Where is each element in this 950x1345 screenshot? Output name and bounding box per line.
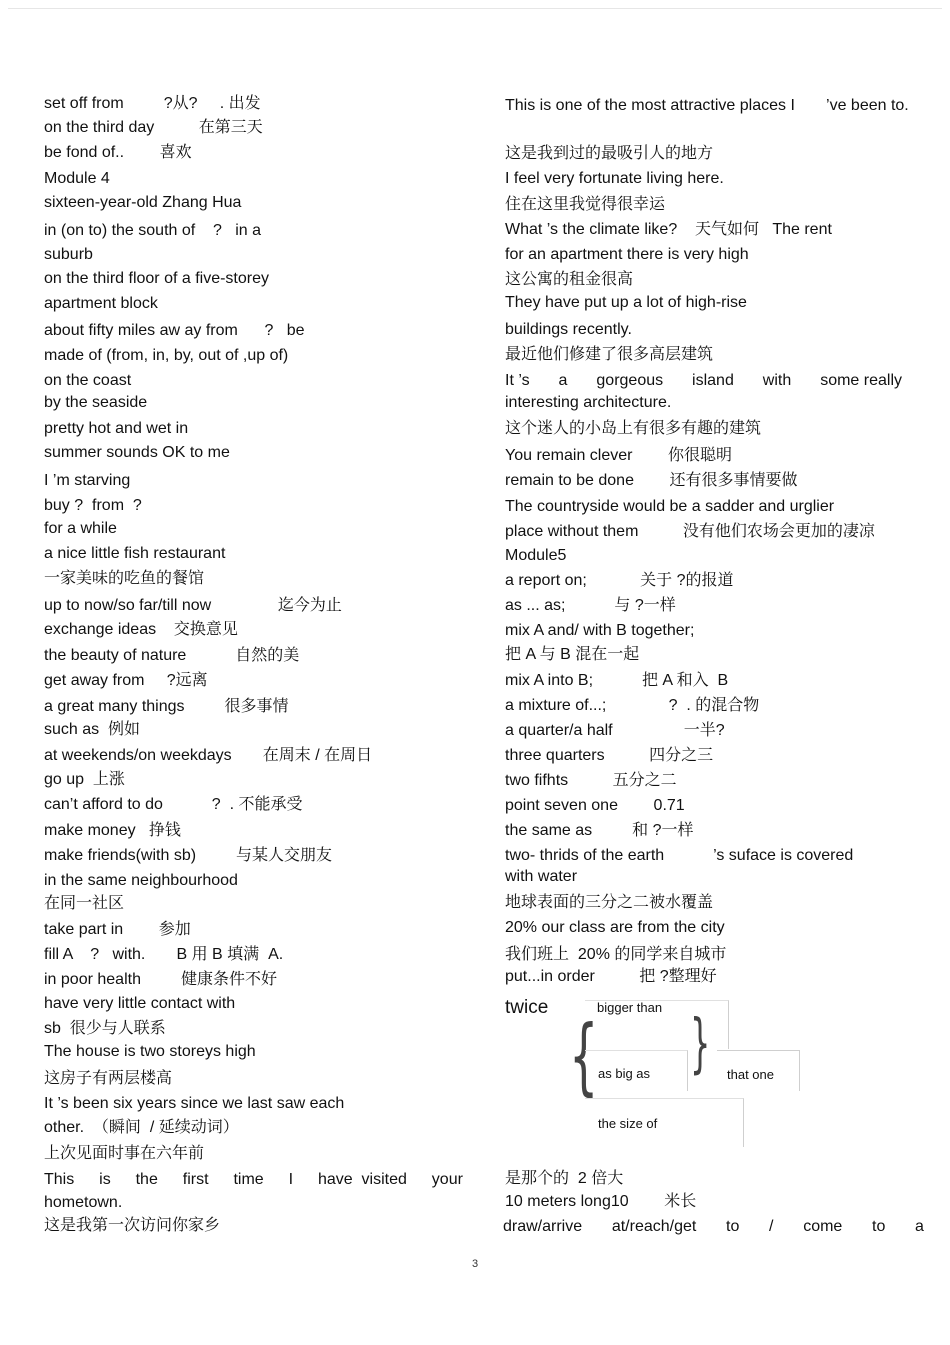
left-line-8: on the third floor of a five-storey: [44, 270, 269, 287]
right-justified-word: with: [762, 372, 792, 389]
right-line-7: 这公寓的租金很高: [505, 271, 634, 288]
right-last-justified-line: [503, 1217, 924, 1237]
left-line-11: made of (from, in, by, out of ,up of): [44, 347, 289, 364]
left-line-23: the beauty of nature 自然的美: [44, 647, 300, 664]
right-line-6: for an apartment there is very high: [505, 246, 749, 263]
right-last-word: at/reach/get: [611, 1218, 697, 1235]
left-tail-line-1: hometown.: [44, 1194, 123, 1211]
right-last-word: to: [726, 1218, 740, 1235]
left-line-16: I ’m starving: [44, 472, 131, 489]
right-justified-word: It ’s: [505, 372, 530, 389]
right-line-14: remain to be done 还有很多事情要做: [505, 472, 798, 489]
right-line-18: a report on; 关于 ?的报道: [505, 572, 734, 589]
right-line-17: Module5: [505, 547, 567, 564]
twice-diagram: [505, 994, 825, 1154]
left-line-38: sb 很少与人联系: [44, 1020, 166, 1037]
left-line-34: take part in 参加: [44, 921, 191, 938]
left-line-39: The house is two storeys high: [44, 1043, 256, 1060]
left-line-10: about fifty miles aw ay from ? be: [44, 322, 305, 339]
right-last-word: a: [915, 1218, 924, 1235]
right-last-word: /: [769, 1218, 774, 1235]
option-the-size-of: the size of: [598, 1116, 658, 1131]
right-line-8: They have put up a lot of high-rise: [505, 294, 747, 311]
right-line-19: as ... as; 与 ?一样: [505, 597, 676, 614]
right-line-4: 住在这里我觉得很幸运: [505, 196, 666, 213]
right-line-12: 这个迷人的小岛上有很多有趣的建筑: [505, 420, 762, 437]
left-line-18: for a while: [44, 520, 117, 537]
left-line-30: make money 挣钱: [44, 822, 181, 839]
page-top-rule: [8, 8, 942, 9]
right-line-20: mix A and/ with B together;: [505, 622, 695, 639]
right-line-3: I feel very fortunate living here.: [505, 170, 724, 187]
left-line-41: It ’s been six years since we last saw each: [44, 1095, 345, 1112]
left-justified-line: [44, 1170, 463, 1190]
left-line-22: exchange ideas 交换意见: [44, 621, 238, 638]
left-line-43: 上次见面时事在六年前: [44, 1145, 205, 1162]
left-line-28: go up 上涨: [44, 771, 125, 788]
left-justified-word: have visited: [317, 1171, 407, 1188]
left-line-21: up to now/so far/till now 迄今为止: [44, 597, 342, 614]
right-line-9: buildings recently.: [505, 321, 632, 338]
right-line-13: You remain clever 你很聪明: [505, 447, 733, 464]
right-line-32: 20% our class are from the city: [505, 919, 725, 936]
right-justified-word: a: [558, 372, 568, 389]
right-justified-line: [505, 371, 902, 391]
right-line-11: interesting architecture.: [505, 394, 672, 411]
right-line-25: three quarters 四分之三: [505, 747, 714, 764]
left-brace-icon: {: [569, 1007, 599, 1105]
left-tail-line-2: 这是我第一次访问你家乡: [44, 1217, 221, 1234]
right-line-23: a mixture of...; ? . 的混合物: [505, 697, 760, 714]
page-number: 3: [471, 1258, 479, 1270]
left-line-4: Module 4: [44, 170, 110, 187]
left-line-31: make friends(with sb) 与某人交朋友: [44, 847, 333, 864]
right-line-22: mix A into B; 把 A 和入 B: [505, 672, 729, 689]
right-last-word: draw/arrive: [503, 1218, 583, 1235]
left-line-6: in (on to) the south of ? in a: [44, 222, 262, 239]
left-justified-word: This: [44, 1171, 75, 1188]
left-line-35: fill A ? with. B 用 B 填满 A.: [44, 946, 284, 963]
right-line-31: 地球表面的三分之二被水覆盖: [505, 894, 714, 911]
right-line-26: two fifhts 五分之二: [505, 772, 677, 789]
left-justified-word: first: [182, 1171, 209, 1188]
right-justified-word: gorgeous: [596, 372, 664, 389]
right-line-27: point seven one 0.71: [505, 797, 685, 814]
right-last-word: to: [872, 1218, 886, 1235]
left-justified-word: I: [288, 1171, 294, 1188]
left-line-20: 一家美味的吃鱼的餐馆: [44, 570, 205, 587]
left-line-24: get away from ?远离: [44, 672, 208, 689]
right-after-line-2: 10 meters long10 米长: [505, 1193, 697, 1210]
left-line-37: have very little contact with: [44, 995, 236, 1012]
right-line-10: 最近他们修建了很多高层建筑: [505, 346, 714, 363]
left-line-27: at weekends/on weekdays 在周末 / 在周日: [44, 747, 373, 764]
left-line-14: pretty hot and wet in: [44, 420, 189, 437]
left-justified-word: is: [99, 1171, 111, 1188]
left-line-3: be fond of.. 喜欢: [44, 144, 192, 161]
left-justified-word: your: [431, 1171, 463, 1188]
right-line-15: The countryside would be a sadder and urglier: [505, 498, 835, 515]
right-last-word: come: [803, 1218, 843, 1235]
left-line-25: a great many things 很多事情: [44, 698, 289, 715]
option-bigger-than: bigger than: [597, 1000, 663, 1015]
right-after-line-1: 是那个的 2 倍大: [505, 1170, 624, 1187]
left-line-17: buy ? from ?: [44, 497, 142, 514]
left-line-1: set off from ?从? . 出发: [44, 95, 261, 112]
left-line-42: other. （瞬间 / 延续动词）: [44, 1119, 239, 1136]
left-line-36: in poor health 健康条件不好: [44, 971, 277, 988]
right-line-28: the same as 和 ?一样: [505, 822, 694, 839]
left-line-19: a nice little fish restaurant: [44, 545, 226, 562]
left-line-13: by the seaside: [44, 394, 148, 411]
left-justified-word: time: [233, 1171, 264, 1188]
right-line-5: What ’s the climate like? 天气如何 The rent: [505, 221, 832, 238]
option-as-big-as: as big as: [598, 1066, 651, 1081]
left-line-15: summer sounds OK to me: [44, 444, 230, 461]
right-line-21: 把 A 与 B 混在一起: [505, 646, 640, 663]
left-line-33: 在同一社区: [44, 895, 125, 912]
right-line-1: This is one of the most attractive places I ’ve been to.: [505, 97, 909, 114]
left-line-32: in the same neighbourhood: [44, 872, 238, 889]
target-that-one: that one: [727, 1067, 774, 1082]
right-line-29: two- thrids of the earth ’s suface is covered: [505, 847, 854, 864]
right-line-34: put...in order 把 ?整理好: [505, 968, 717, 985]
left-line-9: apartment block: [44, 295, 158, 312]
left-line-2: on the third day 在第三天: [44, 119, 263, 136]
right-line-2: 这是我到过的最吸引人的地方: [505, 145, 714, 162]
left-line-29: can’t afford to do ? . 不能承受: [44, 796, 303, 813]
left-line-40: 这房子有两层楼高: [44, 1070, 173, 1087]
left-line-5: sixteen-year-old Zhang Hua: [44, 194, 242, 211]
right-line-16: place without them 没有他们农场会更加的凄凉: [505, 523, 875, 540]
right-line-30: with water: [505, 868, 578, 885]
right-brace-icon: }: [690, 1007, 711, 1081]
right-line-24: a quarter/a half 一半?: [505, 722, 725, 739]
left-line-26: such as 例如: [44, 721, 141, 738]
right-justified-word: some really: [820, 372, 902, 389]
twice-label: twice: [505, 997, 549, 1018]
right-line-33: 我们班上 20% 的同学来自城市: [505, 946, 727, 963]
left-line-12: on the coast: [44, 372, 132, 389]
left-line-7: suburb: [44, 246, 93, 263]
left-justified-word: the: [135, 1171, 158, 1188]
right-justified-word: island: [692, 372, 734, 389]
